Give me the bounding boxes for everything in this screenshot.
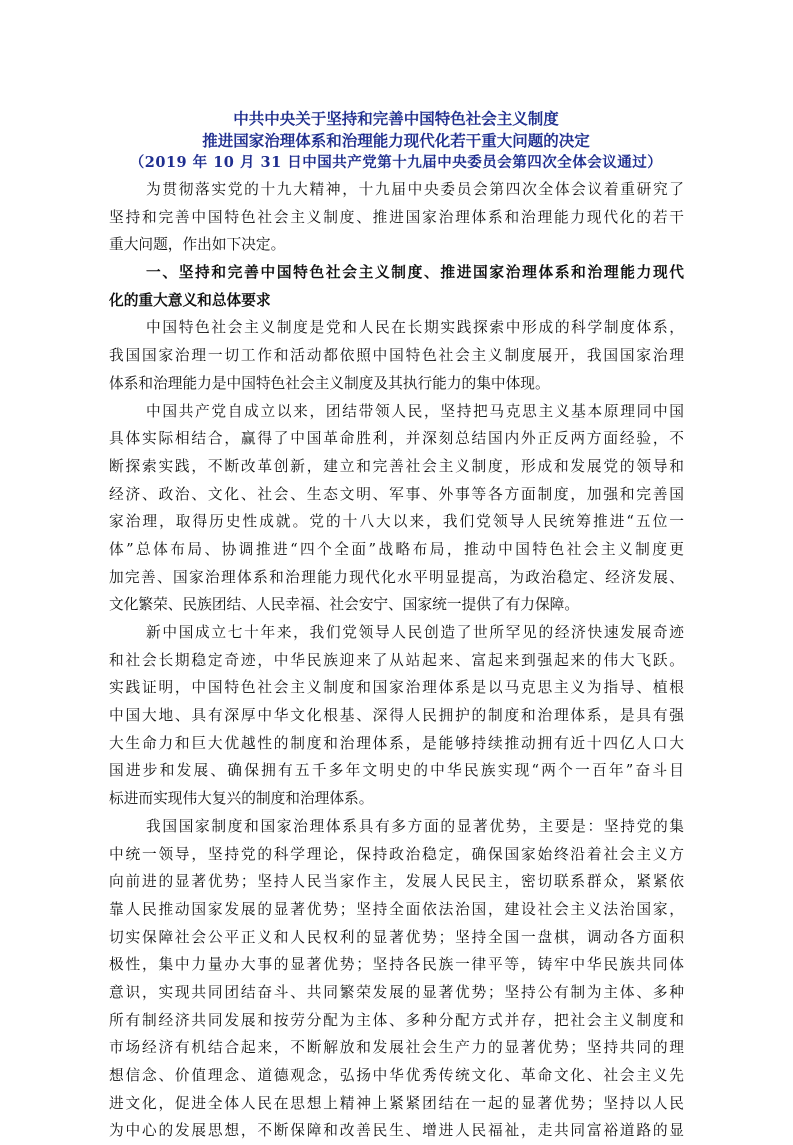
paragraph-line: 文化繁荣、民族团结、人民幸福、社会安宁、国家统一提供了有力保障。 [109,596,580,614]
paragraph-line: 实践证明，中国特色社会主义制度和国家治理体系是以马克思主义为指导、植根 [109,679,684,697]
document-subtitle: （2019 年 10 月 31 日中国共产党第十九届中央委员会第四次全体会议通过） [129,154,663,171]
section-heading-line: 一、坚持和完善中国特色社会主义制度、推进国家治理体系和治理能力现代 [146,264,684,282]
paragraph-line: 所有制经济共同发展和按劳分配为主体、多种分配方式并存，把社会主义制度和 [109,1011,684,1029]
paragraph-line: 体”总体布局、协调推进“四个全面”战略布局，推动中国特色社会主义制度更 [109,540,684,558]
document-body [109,176,684,1145]
paragraph-line: 为中心的发展思想，不断保障和改善民生、增进人民福祉，走共同富裕道路的显 [109,1122,684,1140]
paragraph-line: 具体实际相结合，赢得了中国革命胜利，并深刻总结国内外正反两方面经验，不 [109,430,684,448]
paragraph-line: 中统一领导，坚持党的科学理论，保持政治稳定，确保国家始终沿着社会主义方 [109,845,684,863]
paragraph-line: 和社会长期稳定奇迹，中华民族迎来了从站起来、富起来到强起来的伟大飞跃。 [109,651,684,669]
paragraph-line: 国进步和发展、确保拥有五千多年文明史的中华民族实现“两个一百年”奋斗目 [109,762,684,780]
paragraph-line: 切实保障社会公平正义和人民权利的显著优势；坚持全国一盘棋，调动各方面积 [109,928,684,946]
paragraph-line: 我国国家治理一切工作和活动都依照中国特色社会主义制度展开，我国国家治理 [109,347,684,365]
paragraph-line: 家治理，取得历史性成就。党的十八大以来，我们党领导人民统筹推进“五位一 [109,513,684,531]
paragraph-line: 进文化，促进全体人民在思想上精神上紧紧团结在一起的显著优势；坚持以人民 [109,1094,684,1112]
paragraph-line: 标进而实现伟大复兴的制度和治理体系。 [109,790,374,808]
paragraph-line: 经济、政治、文化、社会、生态文明、军事、外事等各方面制度，加强和完善国 [109,485,684,503]
paragraph-intro-line: 为贯彻落实党的十九大精神，十九届中央委员会第四次全体会议着重研究了 [146,181,684,198]
paragraph-intro-line: 坚持和完善中国特色社会主义制度、推进国家治理体系和治理能力现代化的若干 [109,208,684,226]
paragraph-line: 意识，实现共同团结奋斗、共同繁荣发展的显著优势；坚持公有制为主体、多种 [109,983,684,1001]
section-heading-line: 化的重大意义和总体要求 [109,291,271,309]
paragraph-line: 想信念、价值理念、道德观念，弘扬中华优秀传统文化、革命文化、社会主义先 [109,1067,684,1084]
paragraph-line: 市场经济有机结合起来，不断解放和发展社会生产力的显著优势；坚持共同的理 [109,1039,684,1057]
document-title-line-1: 中共中央关于坚持和完善中国特色社会主义制度 [233,109,559,128]
paragraph-line: 加完善、国家治理体系和治理能力现代化水平明显提高，为政治稳定、经济发展、 [109,568,684,586]
paragraph-line: 中国大地、具有深厚中华文化根基、深得人民拥护的制度和治理体系，是具有强 [109,707,684,725]
paragraph-line: 我国国家制度和国家治理体系具有多方面的显著优势，主要是：坚持党的集 [146,817,684,835]
paragraph-line: 大生命力和巨大优越性的制度和治理体系，是能够持续推动拥有近十四亿人口大 [109,734,684,752]
document-title-block [108,108,684,174]
paragraph-line: 新中国成立七十年来，我们党领导人民创造了世所罕见的经济快速发展奇迹 [146,624,684,641]
paragraph-line: 中国特色社会主义制度是党和人民在长期实践探索中形成的科学制度体系， [146,319,684,337]
paragraph-line: 中国共产党自成立以来，团结带领人民，坚持把马克思主义基本原理同中国 [146,402,684,420]
paragraph-line: 向前进的显著优势；坚持人民当家作主，发展人民民主，密切联系群众，紧紧依 [109,873,684,891]
paragraph-line: 靠人民推动国家发展的显著优势；坚持全面依法治国，建设社会主义法治国家， [109,900,684,918]
paragraph-line: 断探索实践，不断改革创新，建立和完善社会主义制度，形成和发展党的领导和 [109,457,684,475]
paragraph-intro-line: 重大问题，作出如下决定。 [109,236,286,254]
document-title-line-2: 推进国家治理体系和治理能力现代化若干重大问题的决定 [202,131,590,150]
paragraph-line: 体系和治理能力是中国特色社会主义制度及其执行能力的集中体现。 [109,374,550,392]
paragraph-line: 极性，集中力量办大事的显著优势；坚持各民族一律平等，铸牢中华民族共同体 [109,956,684,974]
